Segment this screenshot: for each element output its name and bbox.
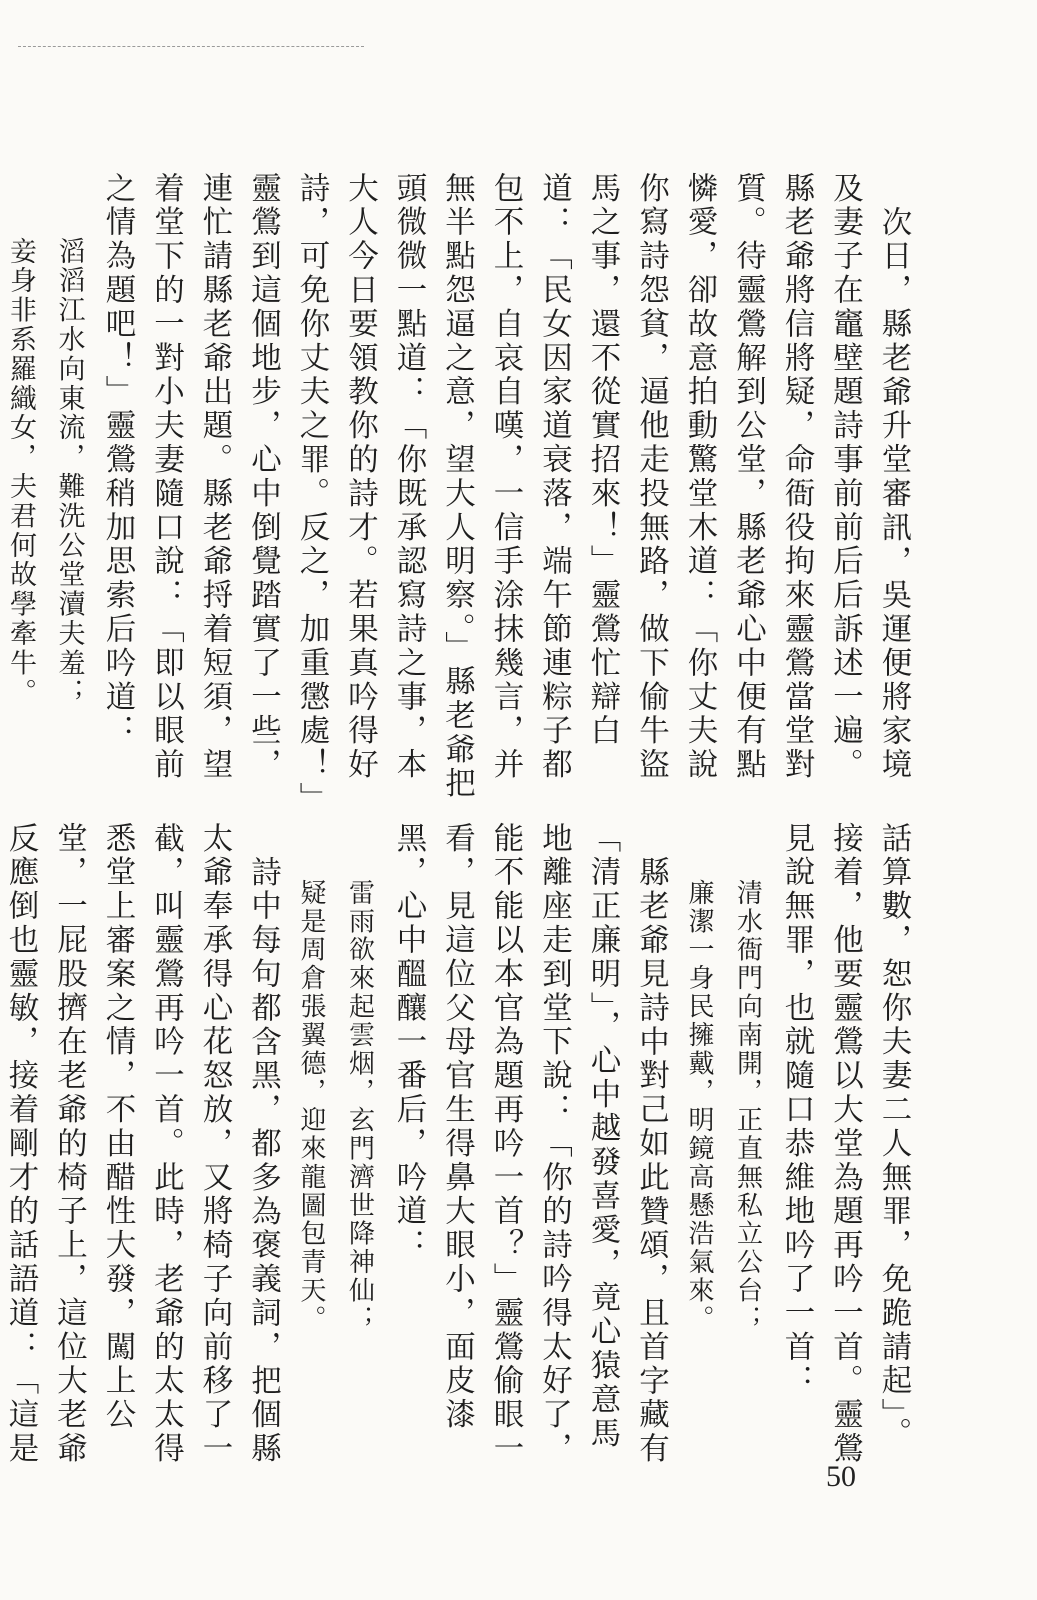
- poem-line: 雷雨欲來起雲烟，玄門濟世降神仙；: [344, 879, 375, 1334]
- poem-line: 廉潔一身民擁戴，明鏡高懸浩氣來。: [684, 879, 714, 1334]
- page-number: 50: [826, 1460, 856, 1493]
- paragraph: 次日，縣老爺升堂審訊，吳運便將家境及妻子在竈壁題詩事前前后后訴述一遍。縣老爺將信將疑，命衙役拘來靈鶯當堂對質。待靈鶯解到公堂，縣老爺心中便有點憐愛，卻故意拍動驚堂木道：「你丈夫說你寫詩怨貧，逼他走投無路，做下偷牛盜馬之事，還不從實招來！」靈鶯忙辯白道：「民女因家道衰落，端午節連粽子都包不上，自哀自嘆，一信手涂抹幾言，并無半點怨逼之意，望大人明察。」縣老爺把頭微微一點道：「你既承認寫詩之事，本大人今日要領教你的詩才。若果真吟得好詩，可免你丈夫之罪。反之，加重懲處！」靈鶯到這個地步，心中倒覺踏實了一些，連忙請縣老爺出題。縣老爺捋着短須，望着堂下的一對小夫妻隨口說：「即以眼前之情為題吧！」靈鶯稍加思索后吟道：: [100, 172, 911, 801]
- upper-text-block: [0, 172, 917, 812]
- lower-text-block: [0, 822, 917, 1472]
- poem-line: 妾身非系羅織女，夫君何故學牽牛。: [5, 236, 36, 708]
- paragraph: 詩中每句都含黑，都多為褒義詞，把個縣太爺奉承得心花怒放，又將椅子向前移了一截，叫靈鶯再吟一首。此時，老爺的太太得悉堂上審案之情，不由醋性大發，闖上公堂，一屁股擠在老爺的椅子上，這位大老爺反應倒也靈敏，接着剛才的話語道：「這是: [3, 822, 281, 1467]
- poem-line: 清水衙門向南開，正直無私立公台；: [732, 879, 763, 1334]
- poem-line: 滔滔江水向東流，難洗公堂瀆夫羞；: [53, 236, 85, 708]
- poem-line: 疑是周倉張翼德，迎來龍圖包青天。: [296, 879, 326, 1334]
- paragraph: 話算數，恕你夫妻二人無罪，免跪請起」。接着，他要靈鶯以大堂為題再吟一首。靈鶯見說無罪，也就隨口恭維地吟了一首：: [779, 822, 911, 1467]
- paragraph: 縣老爺見詩中對己如此贊頌，且首字藏有「清正廉明」，心中越發喜愛，竟心猿意馬地離座走到堂下說：「你的詩吟得太好了，能不能以本官為題再吟一首？」靈鶯偷眼一看，見這位父母官生得鼻大眼小，面皮漆黑，心中醞釀一番后，吟道：: [391, 822, 669, 1467]
- top-rule: [18, 46, 364, 47]
